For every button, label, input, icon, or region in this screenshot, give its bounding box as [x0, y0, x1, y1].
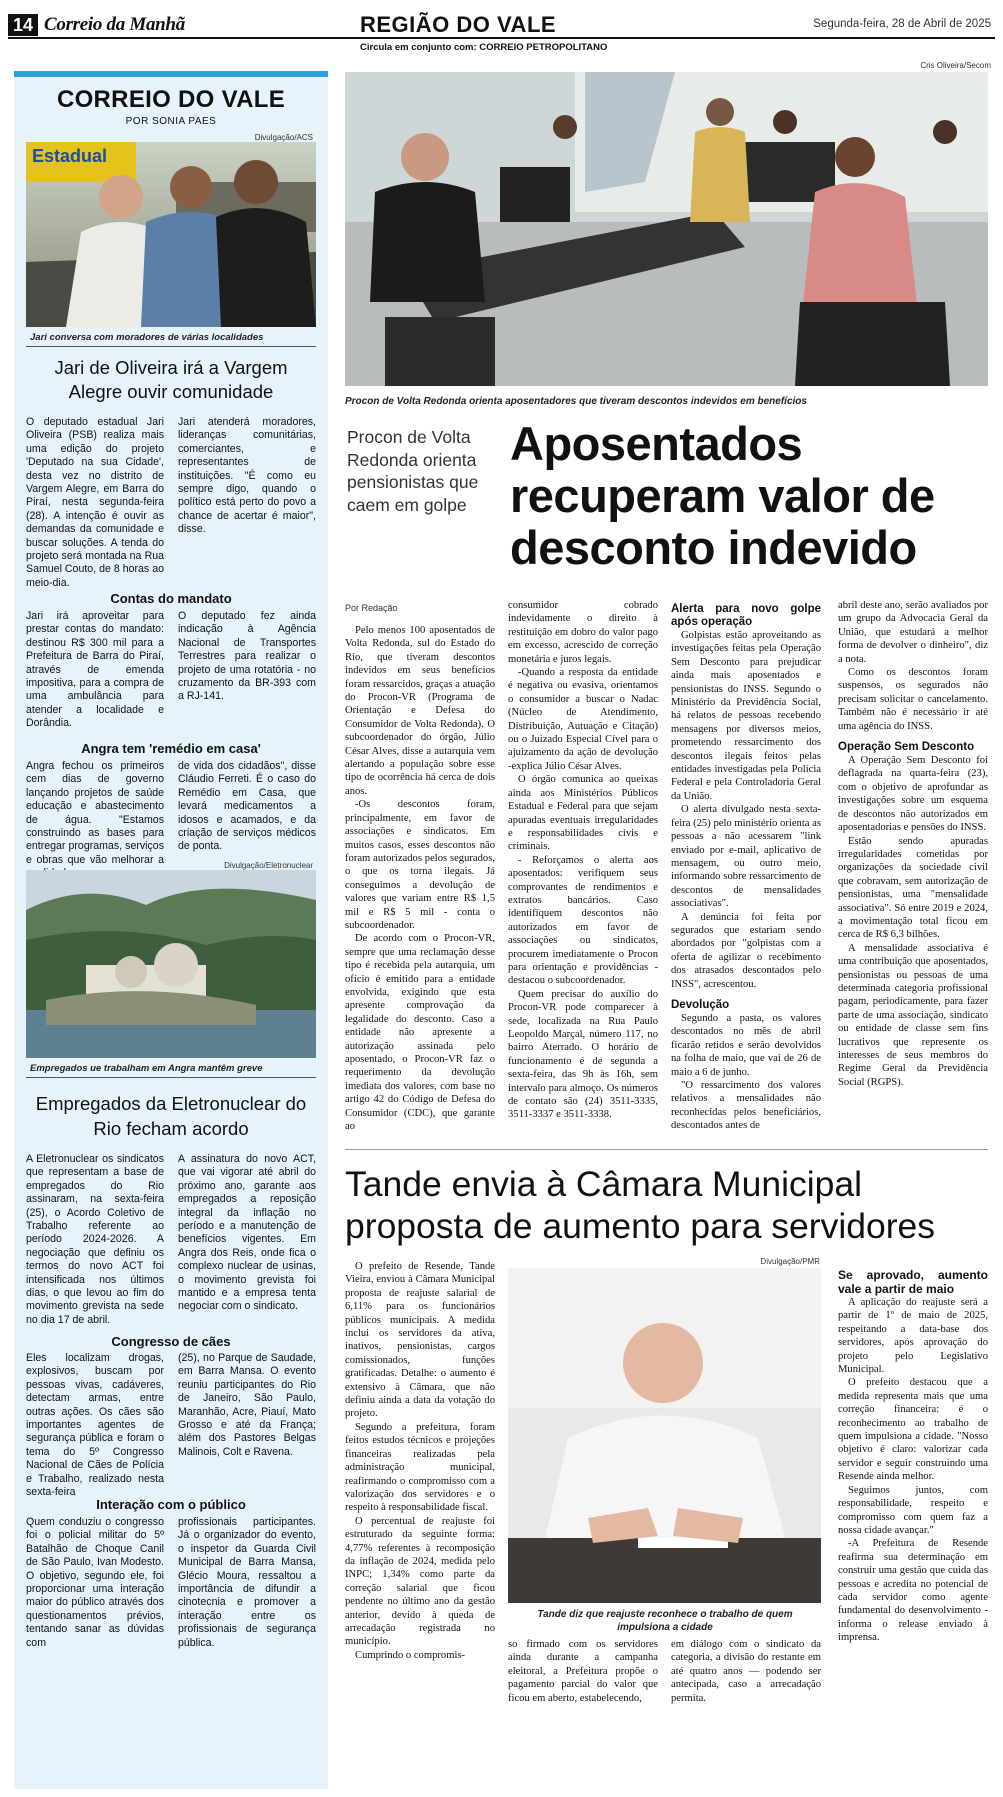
main-photo-caption: Procon de Volta Redonda orienta aposentadores que tiveram descontos indevidos em benefícios	[345, 396, 807, 407]
paragraph: -A Prefeitura de Resende reafirma sua determinação em construir uma gestão que cuida das pessoas e acredita no potencial de cada servidor como agente fundamental do desenvolvimento - informa o release enviado à imprensa.	[838, 1538, 988, 1644]
main-byline: Por Redação	[345, 603, 398, 613]
main-col1	[345, 624, 495, 1144]
story-divider	[345, 1149, 988, 1150]
second-photo-caption: Tande diz que reajuste reconhece o trabalho de quem impulsiona a cidade	[537, 1609, 793, 1633]
second-headline: Tande envia à Câmara Municipal proposta de aumento para servidores	[345, 1164, 936, 1246]
main-col4-sub: Operação Sem Desconto	[838, 741, 975, 754]
main-col3	[671, 599, 821, 1144]
main-col3-part2	[671, 1012, 821, 1133]
header-rule	[8, 37, 995, 39]
story1-col2	[178, 416, 316, 586]
paragraph: Quem precisar do auxílio do Procon-VR pode comparecer à sede, localizada na Rua Paulo Leopoldo Marçal, número 117, no bairro Aterrado. O horário de funcionamento é de segunda a sexta-feira, das 9h às 16h, sem intervalo para almoço. Os números de contato são (24) 3511-3335, 3511-3337 e 3511-3338.	[508, 988, 658, 1121]
paragraph: A denúncia foi feita por segurados que estariam sendo abordados por "golpistas com a oferta de agilizar o recebimento dos atrasados descontados pelo INSS", acrescentou.	[671, 911, 821, 990]
sub2-col2	[178, 760, 316, 856]
column-title: CORREIO DO VALE	[56, 86, 286, 113]
photo-jari-with-residents	[26, 142, 316, 327]
paragraph: "O ressarcimento dos valores relativos a mensalidades não reconhecidas pelos beneficiários, descontados antes de	[671, 1080, 821, 1132]
paragraph: A Operação Sem Desconto foi deflagrada na quarta-feira (23), com o objetivo de aprofundar as investigações sobre um esquema de descontos não autorizados em aposentadorias e pensões do INSS.	[838, 755, 988, 834]
paragraph: -Os descontos foram, principalmente, em favor de associações e sindicatos. Em muitos casos, esses descontos não foram autorizados pelos segurados, o que os torna ilegais. Já conseguimos a devolução de valores que variam entre R$ 1,5 mil e R$ 5 mil - conta o subcoordenador.	[345, 799, 495, 931]
photo1-store-sign: Estadual	[32, 146, 108, 166]
sub-angra-remedio: Angra tem 'remédio em casa'	[81, 741, 261, 756]
paragraph: Segundo a pasta, os valores descontados no mês de abril ficarão retidos e serão devolvidos na folha de maio, que vai de 26 de maio a 6 de junho.	[671, 1012, 821, 1078]
main-kicker: Procon de Volta Redonda orienta pensionistas que caem em golpe	[347, 427, 479, 515]
header-date: Segunda-feira, 28 de Abril de 2025	[813, 18, 991, 30]
paragraph: Seguimos juntos, com responsabilidade, respeito e compromisso com quem faz a nossa cidade avançar."	[838, 1484, 988, 1536]
paragraph: O percentual de reajuste foi estruturado da seguinte forma: 4,77% referentes à recomposição da inflação de 2024, medida pelo INPC; 1,34% como parte da correção salarial que ficou pendente no último ano da gestão anterior, devido à queda de arrecadação registrada no município.	[345, 1515, 495, 1648]
main-col4-part2	[838, 754, 988, 1089]
main-col2	[508, 599, 658, 1144]
sub3-col2-text: (25), no Parque de Saudade, em Barra Mansa. O evento reuniu participantes do Rio de Janeiro, São Paulo, Maranhão, Acre, Piauí, Mato Grosso e até da França; além dos Pastores Belgas Malinois, Colt e Ravena.	[178, 1352, 316, 1458]
sub-congresso-de-caes: Congresso de cães	[111, 1334, 231, 1349]
masthead-paper-name: Correio da Manhã	[44, 14, 185, 35]
photo-prefeito-tande	[508, 1268, 821, 1603]
photo2-credit: Divulgação/Eletronuclear	[224, 861, 313, 870]
main-col4-part1	[838, 599, 988, 733]
sub2-col2-text: de vida dos cidadãos", disse Cláudio Ferreti. É o caso do Remédio em Casa, que levará medicamentos a idosos e acamados, e da criação de serviços médicos de ponta.	[178, 760, 316, 853]
paragraph: De acordo com o Procon-VR, sempre que uma reclamação desse tipo é recebida pela autarquia, um ofício é emitido para a entidade envolvida, exigindo que esta apresente comprovação da legalidade do desconto. Caso a entidade não apresente a autorização assinada pelo aposentado, o Procon-VR faz o requerimento da devolução imediata dos valores, com base no artigo 42 do Código de Defesa do Consumidor (CDC), que garante ao	[345, 933, 495, 1133]
paragraph: abril deste ano, serão avaliados por um grupo da Advocacia Geral da União, que estudará a melhor forma de devolver o dinheiro", diz a nota.	[838, 600, 988, 665]
photo2-caption-rule	[26, 1077, 316, 1078]
second-col4-sub: Se aprovado, aumento vale a partir de maio	[838, 1268, 988, 1296]
circulation-note: Circula em conjunto com: CORREIO PETROPOLITANO	[360, 42, 608, 53]
sub1-col1-text: Jari irá aproveitar para prestar contas do mandato: destinou R$ 300 mil para a Prefeitura de Barra do Piraí, através de emenda impositiva, para a compra de uma ambulância para atender a localidade e Dorândia.	[26, 610, 164, 730]
sub3-col1	[26, 1352, 164, 1499]
story2-col1	[26, 1153, 164, 1326]
paragraph: O prefeito de Resende, Tande Vieira, enviou à Câmara Municipal proposta de reajuste salarial de 6,11% para os funcionários públicos municipais. A medida inclui os servidores da ativa, inativos, pensionistas, cargos comissionados, funções gratificadas. Detalhe: o aumento é extensivo à Câmara, que não definiu ainda a data da votação do projeto.	[345, 1261, 495, 1420]
second-col1	[345, 1260, 495, 1790]
paragraph: O prefeito destacou que a medida representa mais que uma correção financeira: é o reconhecimento ao trabalho de quem impulsiona a cidade. "Nosso objetivo é claro: valorizar cada servidor e seguir construindo uma Resende ainda melhor.	[838, 1377, 988, 1483]
main-headline: Aposentados recuperam valor de desconto indevido	[510, 417, 935, 574]
photo-angra-nuclear-plant	[26, 870, 316, 1058]
sub4-col2	[178, 1516, 316, 1784]
section-title: REGIÃO DO VALE	[360, 12, 557, 37]
page-number-box	[8, 14, 38, 36]
main-photo-credit: Cris Oliveira/Secom	[920, 61, 991, 70]
second-col3-below	[671, 1638, 821, 1788]
page-number: 14	[12, 15, 34, 35]
sub1-col1	[26, 610, 164, 736]
paragraph: O alerta divulgado nesta sexta-feira (25) pelo ministério orienta as pessoas a não acessarem "link enviado por e-mail, aplicativo de mensagem, ou outro meio, informando sobre ressarcimento de descontos de mensalidades associativas".	[671, 804, 821, 910]
sub2-col1-text: Angra fechou os primeiros cem dias de governo lançando projetos de saúde educação e abastecimento de água. "Estamos construindo as bases para entregar programas, serviços e obras que vão melhorar a	[26, 760, 164, 866]
sub2-col1	[26, 760, 164, 866]
sub3-col2	[178, 1352, 316, 1492]
sub1-col2-text: O deputado fez ainda indicação à Agência Nacional de Transportes Terrestres para realizar o projeto de uma rotatória - no cruzamento da BR-393 com a RJ-141.	[178, 610, 316, 703]
second-col4	[838, 1264, 988, 1790]
paragraph: consumidor cobrado indevidamente o direito à restituição em dobro do valor pago em excesso, acrescido de correção monetária e juros legais.	[508, 600, 658, 665]
story1-col1-text: O deputado estadual Jari Oliveira (PSB) realiza mais uma edição do projeto 'Deputado na sua Cidade', desta vez no distrito de Vargem Alegre, em Barra do Piraí, nesta segunda-feira (28). A intenção é ouvir as demandas da comunidade e buscar soluções. A tenda do projeto será montada na Rua Samuel Couto, de 8 horas ao meio-dia.	[26, 416, 164, 589]
photo-procon-office	[345, 72, 988, 386]
photo1-caption: Jari conversa com moradores de várias localidades	[30, 332, 264, 343]
paragraph: Golpistas estão aproveitando as investigações feitas pela Operação Sem Desconto para prejudicar ainda mais aposentados e pensionistas do INSS. Segundo o Ministério da Previdência Social, há relatos de pessoas recebendo mensagens por diversos meios, prometendo ressarcimento dos descontos ilegais feitos pelas entidades investigadas pela Polícia Federal e pela Controladoria Geral da União.	[671, 630, 821, 802]
paragraph: Pelo menos 100 aposentados de Volta Redonda, sul do Estado do Rio, que tiveram descontos indevidos em seus benefícios foram ressarcidos, graças a atuação do Procon-VR (Programa de Orientação e Defesa do Consumidor de Volta Redonda). O subcoordenador do órgão, Júlio César Alves, disse a autarquia vem alertando a população sobre esse tipo de ocorrência há cerca de dois anos.	[345, 625, 495, 797]
story1-col2-text: Jari atenderá moradores, lideranças comunitárias, comerciantes, e representantes de instituições. "É como eu sempre digo, quando o político está perto do povo a chance de acertar é maior", disse.	[178, 416, 316, 536]
main-col3-sub2: Devolução	[671, 998, 730, 1011]
story2-col2-text: A assinatura do novo ACT, que vai vigorar até abril do próximo ano, garante aos empregados a reposição integral da inflação no período e a manutenção de benefícios vigentes. Em Angra dos Reis, onde fica o complexo nuclear de usinas, o movimento grevista foi mantido e a empresa tenta negociar com o sindicato.	[178, 1153, 316, 1313]
paragraph: -Quando a resposta da entidade é negativa ou evasiva, orientamos o consumidor a buscar o Nadac (Núcleo de Atendimento, Distribuição, Autuação e Citação) ou o Juizado Especial Cível para o ajuizamento da ação de devolução -explica Júlio César Alves.	[508, 667, 658, 772]
sub-interacao-com-publico: Interação com o público	[96, 1497, 246, 1512]
paragraph: A aplicação do reajuste será a partir de 1º de maio de 2025, respeitando a data-base dos servidores, após aprovação do projeto pelo Legislativo Municipal.	[838, 1297, 988, 1376]
story2-col2	[178, 1153, 316, 1313]
sub4-col1	[26, 1516, 164, 1784]
paragraph: Segundo a prefeitura, foram feitos estudos técnicos e projeções financeiras realizadas pela administração municipal, reafirmando o compromisso com a valorização dos servidores e o respeito à responsabilidade fiscal.	[345, 1421, 495, 1514]
story1-col1	[26, 416, 164, 589]
main-col4	[838, 599, 988, 1144]
second-col3-below-text: em diálogo com o sindicato da categoria, a divisão do restante em até quatro anos — podendo ser antecipada, caso a arrecadação permita.	[671, 1639, 821, 1704]
photo1-credit: Divulgação/ACS	[254, 133, 313, 142]
sub4-col1-text: Quem conduziu o congresso foi o policial militar do 5º Batalhão de Choque Canil de São Paulo, Ivan Modesto. O objetivo, segundo ele, foi proporcionar uma interação maior do público através dos questionamentos prévios, tentando sanar as dúvidas com	[26, 1516, 164, 1649]
paragraph: O órgão comunica ao queixas ainda aos Ministérios Públicos Estadual e Federal para que sejam apuradas eventuais irregularidades e responsabilidades civis e criminais.	[508, 774, 658, 853]
paragraph: Como os descontos foram suspensos, os segurados não precisam solicitar o cancelamento. Também não é necessário ir até uma agência do INSS.	[838, 667, 988, 732]
column-byline: POR SONIA PAES	[125, 116, 217, 127]
sub4-col2-text: profissionais participantes. Já o organizador do evento, o inspetor da Guarda Civil Municipal de Barra Mansa, Glécio Moura, ressaltou a importância de difundir a cinotecnia e promover a interação entre os profissionais de segurança pública.	[178, 1516, 316, 1649]
story2-col1-text: A Eletronuclear os sindicatos que representam a base de empregados do Rio assinaram, na sexta-feira (25), o Acordo Coletivo de Trabalho referente ao período 2024-2026. A negociação que definiu os termos do novo ACT foi intensificada nos últimos dias, o que levou ao fim do movimento grevista na sede no dia 17 de abril.	[26, 1153, 164, 1326]
story1-title: Jari de Oliveira irá a Vargem Alegre ouvir comunidade	[54, 357, 288, 402]
paragraph: Estão sendo apuradas irregularidades cometidas por organizações da sociedade civil que cobravam, sem autorização de pensionistas, uma "mensalidade associativa". Só entre 2019 e 2024, a movimentação total ficou em cerca de R$ 6,3 bilhões.	[838, 835, 988, 941]
sub1-col2	[178, 610, 316, 736]
photo1-caption-rule	[26, 346, 316, 347]
main-col3-part1	[671, 629, 821, 991]
sub-contas-do-mandato: Contas do mandato	[110, 591, 232, 606]
paragraph: Cumprindo o compromis-	[355, 1649, 466, 1661]
paragraph: - Reforçamos o alerta aos aposentados: verifiquem seus comprovantes de rendimentos e extratos bancários. Caso identifiquem descontos não autorizados em favor de associações ou sindicatos, procurem imediatamente o Procon para orientação e providências - destacou o subcoordenador.	[508, 854, 658, 987]
story2-title: Empregados da Eletronuclear do Rio fecham acordo	[35, 1093, 307, 1139]
second-col4-body	[838, 1296, 988, 1645]
second-col2-below	[508, 1638, 658, 1788]
photo2-caption: Empregados ue trabalham em Angra mantêm greve	[30, 1063, 263, 1074]
sub3-col1-text: Eles localizam drogas, explosivos, buscam por pessoas vivas, cadáveres, detectam armas, entre outras ações. Os cães são importantes agentes de segurança pública e foram o tema do 5º Congresso Nacional de Cães de Polícia e Trabalho, realizado nesta sexta-feira	[26, 1352, 164, 1499]
second-col2-below-text: so firmado com os servidores ainda durante a campanha eleitoral, a Prefeitura propõe o pagamento parcial do valor que ficou em aberto, estabelecendo,	[508, 1639, 658, 1704]
paragraph: A mensalidade associativa é uma contribuição que aposentados, pensionistas ou pessoas de uma determinada categoria profissional pagam, periodicamente, para fazer parte de uma associação, sindicato ou entidade de classe sem fins lucrativos que represente os interesses de seus membros do Regime Geral da Previdência Social (RGPS).	[838, 942, 988, 1088]
main-col3-sub1: Alerta para novo golpe após operação	[671, 603, 821, 628]
second-photo-credit: Divulgação/PMR	[760, 1257, 820, 1266]
